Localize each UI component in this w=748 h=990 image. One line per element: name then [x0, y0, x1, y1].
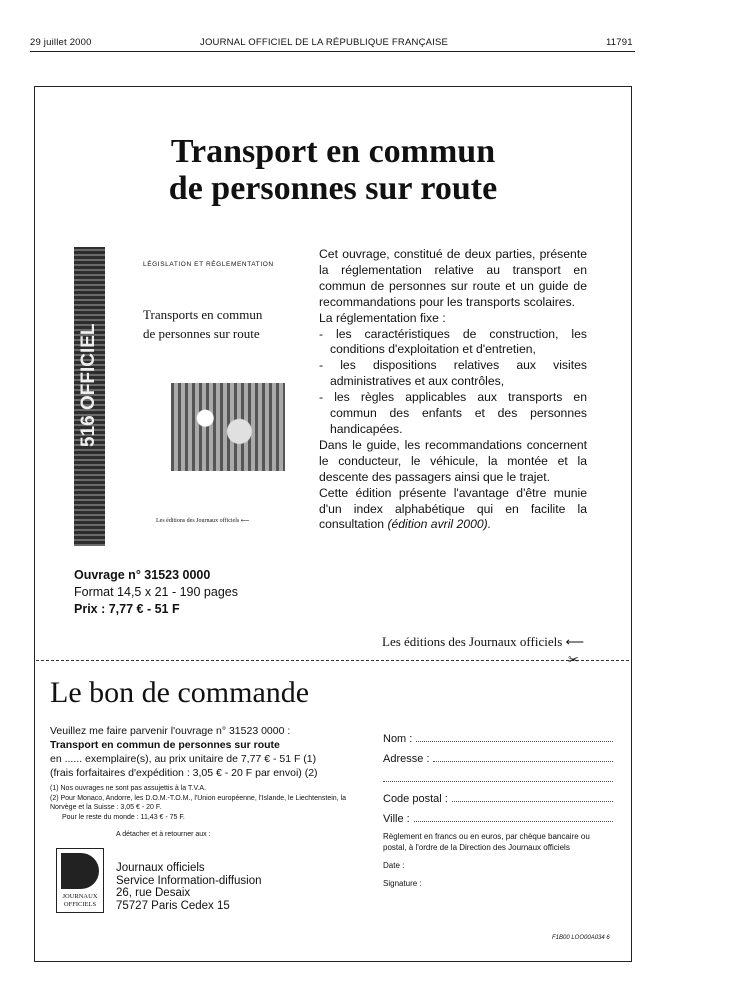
ville-label: Ville : — [383, 813, 410, 825]
page-title: Transport en commun de personnes sur route — [168, 133, 498, 207]
cover-legislation: LÉGISLATION ET RÉGLEMENTATION — [143, 261, 274, 268]
cut-line — [36, 660, 629, 661]
ville-field[interactable] — [414, 821, 613, 822]
cover-photo — [171, 383, 285, 471]
nom-label: Nom : — [383, 733, 413, 745]
scissors-icon: ✂ — [568, 652, 579, 667]
header-journal: JOURNAL OFFICIEL DE LA RÉPUBLIQUE FRANÇAISE — [200, 37, 449, 48]
nom-field[interactable] — [416, 741, 613, 742]
code-postal-label: Code postal : — [383, 793, 448, 805]
book-cover — [74, 247, 298, 546]
cover-spine: 516 OFFICIEL — [74, 247, 105, 546]
order-form — [383, 725, 613, 888]
book-info: Ouvrage n° 31523 0000 Format 14,5 x 21 - 190 pages Prix : 7,77 € - 51 F — [74, 568, 238, 616]
adresse-label: Adresse : — [383, 753, 430, 765]
reglement-text: Règlement en francs ou en euros, par chèque bancaire ou postal, à l'ordre de la Direction des Journaux officiels — [383, 832, 590, 852]
editions-label: Les éditions des Journaux officiels ⟵ — [382, 634, 585, 649]
header-page: 11791 — [606, 37, 633, 48]
jo-logo: JOURNAUX OFFICIELS — [56, 848, 104, 913]
cover-title: Transports en commun de personnes sur route — [143, 307, 263, 341]
header-rule — [30, 51, 635, 52]
date-label: Date : — [383, 861, 405, 870]
reference-code: F1B00 LOO00A034 6 — [552, 935, 610, 941]
book-description: Cet ouvrage, constitué de deux parties, présente la réglementation relative au transport en commun de personnes sur route et un guide de recommandations pour les transports scolaires. La réglementation fixe : - les caractéristiques de construction, les conditions d'exploitation et d'entretien, - les dispositions relatives aux visites administratives et aux contrôles, - les règles applicables aux transports en commun des enfants et des personnes handicapées. Dans le guide, les recommandations concernent le conducteur, le véhicule, la montée et la descente des passagers ainsi que le trajet. Cette édition présente l'avantage d'être munie d'un index alphabétique qui en facilite la consultation (édition avril 2000). — [319, 247, 587, 532]
header-date: 29 juillet 2000 — [30, 37, 92, 48]
adresse-field[interactable] — [433, 761, 613, 762]
return-address: Journaux officiels Service Information-diffusion 26, rue Desaix 75727 Paris Cedex 15 — [116, 862, 262, 912]
code-postal-field[interactable] — [452, 801, 613, 802]
order-text: Veuillez me faire parvenir l'ouvrage n° 31523 0000 : Transport en commun de personnes sur route en ...... exemplaire(s), au prix unitaire de 7,77 € - 51 F (1) (frais forfaitaires d'expédition : 3,05 € - 20 F par envoi) (2) (1) Nos ouvrages ne sont pas assujettis à la T.V.A. (2) Pour Monaco, Andorre, les D.O.M.-T.O.M., l'Union européenne, l'Islande, le Liechtenstein, la Norvège et la Suisse : 3,05 € - 20 F. Pour le reste du monde : 11,43 € - 75 F. A détacher et à retourner aux : — [50, 725, 347, 838]
adresse-field-2[interactable] — [383, 781, 613, 782]
order-title: Le bon de commande — [50, 676, 310, 709]
signature-label: Signature : — [383, 879, 422, 888]
cover-footer: Les éditions des Journaux officiels ⟵ — [156, 518, 250, 524]
